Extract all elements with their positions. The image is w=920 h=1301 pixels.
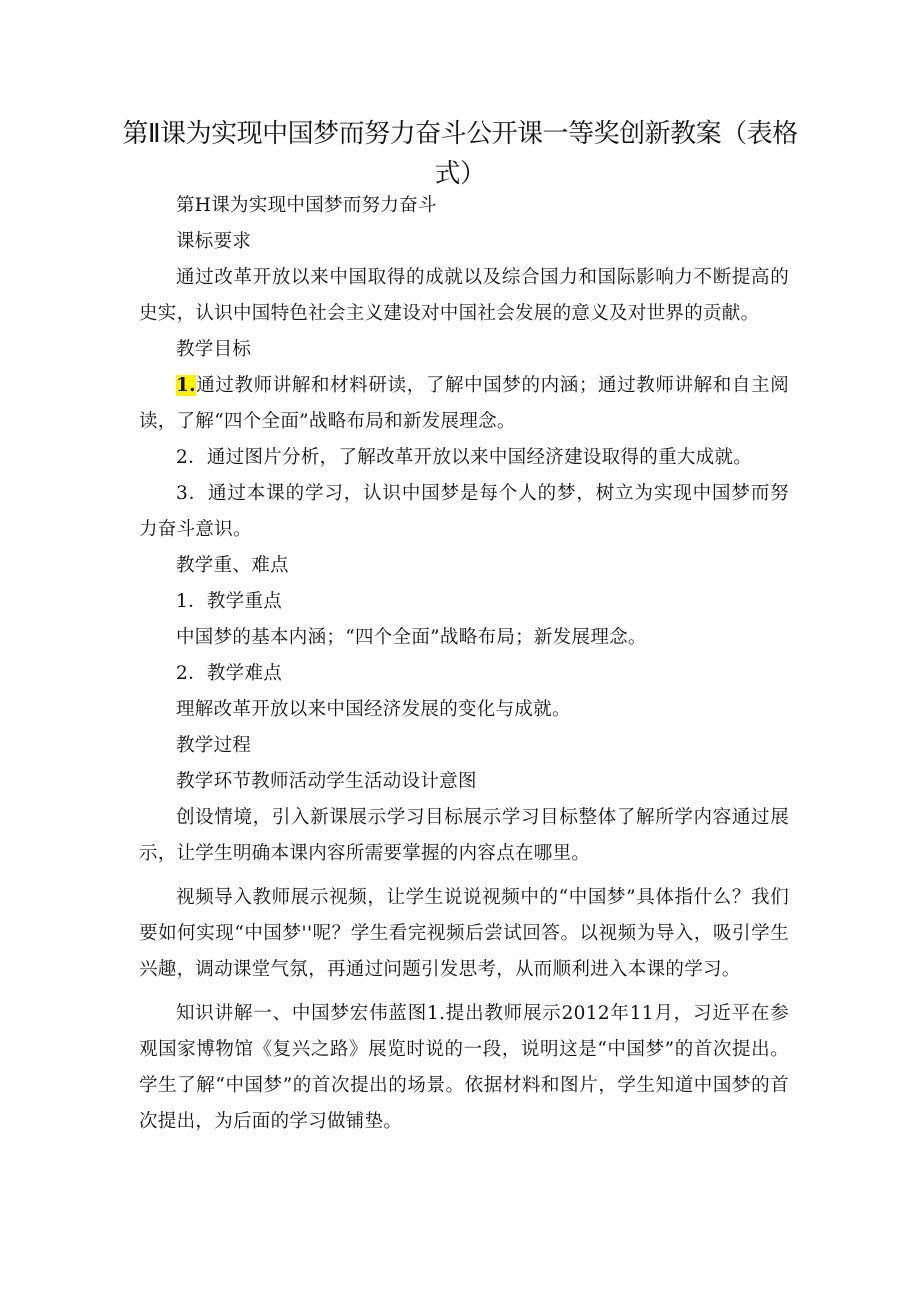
keypoint-1-heading: 1．教学重点	[176, 591, 283, 612]
table-row-3: 知识讲解一、中国梦宏伟蓝图1.提出教师展示2012年11月，习近平在参观国家博物馆《复兴之路》展览时说的一段，说明这是“中国梦”的首次提出。学生了解“中国梦”的首次提出的场景。依据材料和图片，学生知道中国梦的首次提出，为后面的学习做铺垫。	[139, 1003, 789, 1132]
document-body	[139, 188, 789, 1140]
keypoints-heading: 教学重、难点	[176, 555, 289, 576]
table-row-2: 视频导入教师展示视频，让学生说说视频中的“中国梦”具体指什么？我们要如何实现“中国梦''呢？学生看完视频后尝试回答。以视频为导入，吸引学生兴趣，调动课堂气氛，再通过问题引发思考，从而顺利进入本课的学习。	[139, 887, 789, 980]
objective-3: 3．通过本课的学习，认识中国梦是每个人的梦，树立为实现中国梦而努力奋斗意识。	[139, 483, 789, 540]
table-header-row: 教学环节教师活动学生活动设计意图	[176, 771, 477, 792]
keypoint-1-text: 中国梦的基本内涵；“四个全面”战略布局；新发展理念。	[176, 627, 647, 648]
document-title: 第Ⅱ课为实现中国梦而努力奋斗公开课一等奖创新教案（表格式）	[122, 119, 798, 189]
keypoint-2-text: 理解改革开放以来中国经济发展的变化与成就。	[176, 699, 571, 720]
objective-1-number: 1.	[176, 375, 196, 396]
table-row-1: 创设情境，引入新课展示学习目标展示学习目标整体了解所学内容通过展示，让学生明确本课内容所需要掌握的内容点在哪里。	[139, 807, 789, 864]
curriculum-heading: 课标要求	[176, 231, 252, 252]
objective-2: 2．通过图片分析，了解改革开放以来中国经济建设取得的重大成就。	[176, 447, 753, 468]
objective-1-text: 通过教师讲解和材料研读，了解中国梦的内涵；通过教师讲解和自主阅读，了解“四个全面”战略布局和新发展理念。	[139, 375, 789, 432]
lesson-heading: 第H课为实现中国梦而努力奋斗	[176, 195, 437, 216]
process-heading: 教学过程	[176, 735, 252, 756]
objective-1	[139, 368, 789, 440]
keypoint-2-heading: 2．教学难点	[176, 663, 283, 684]
curriculum-text: 通过改革开放以来中国取得的成就以及综合国力和国际影响力不断提高的史实，认识中国特色社会主义建设对中国社会发展的意义及对世界的贡献。	[139, 267, 789, 324]
objectives-heading: 教学目标	[176, 339, 252, 360]
